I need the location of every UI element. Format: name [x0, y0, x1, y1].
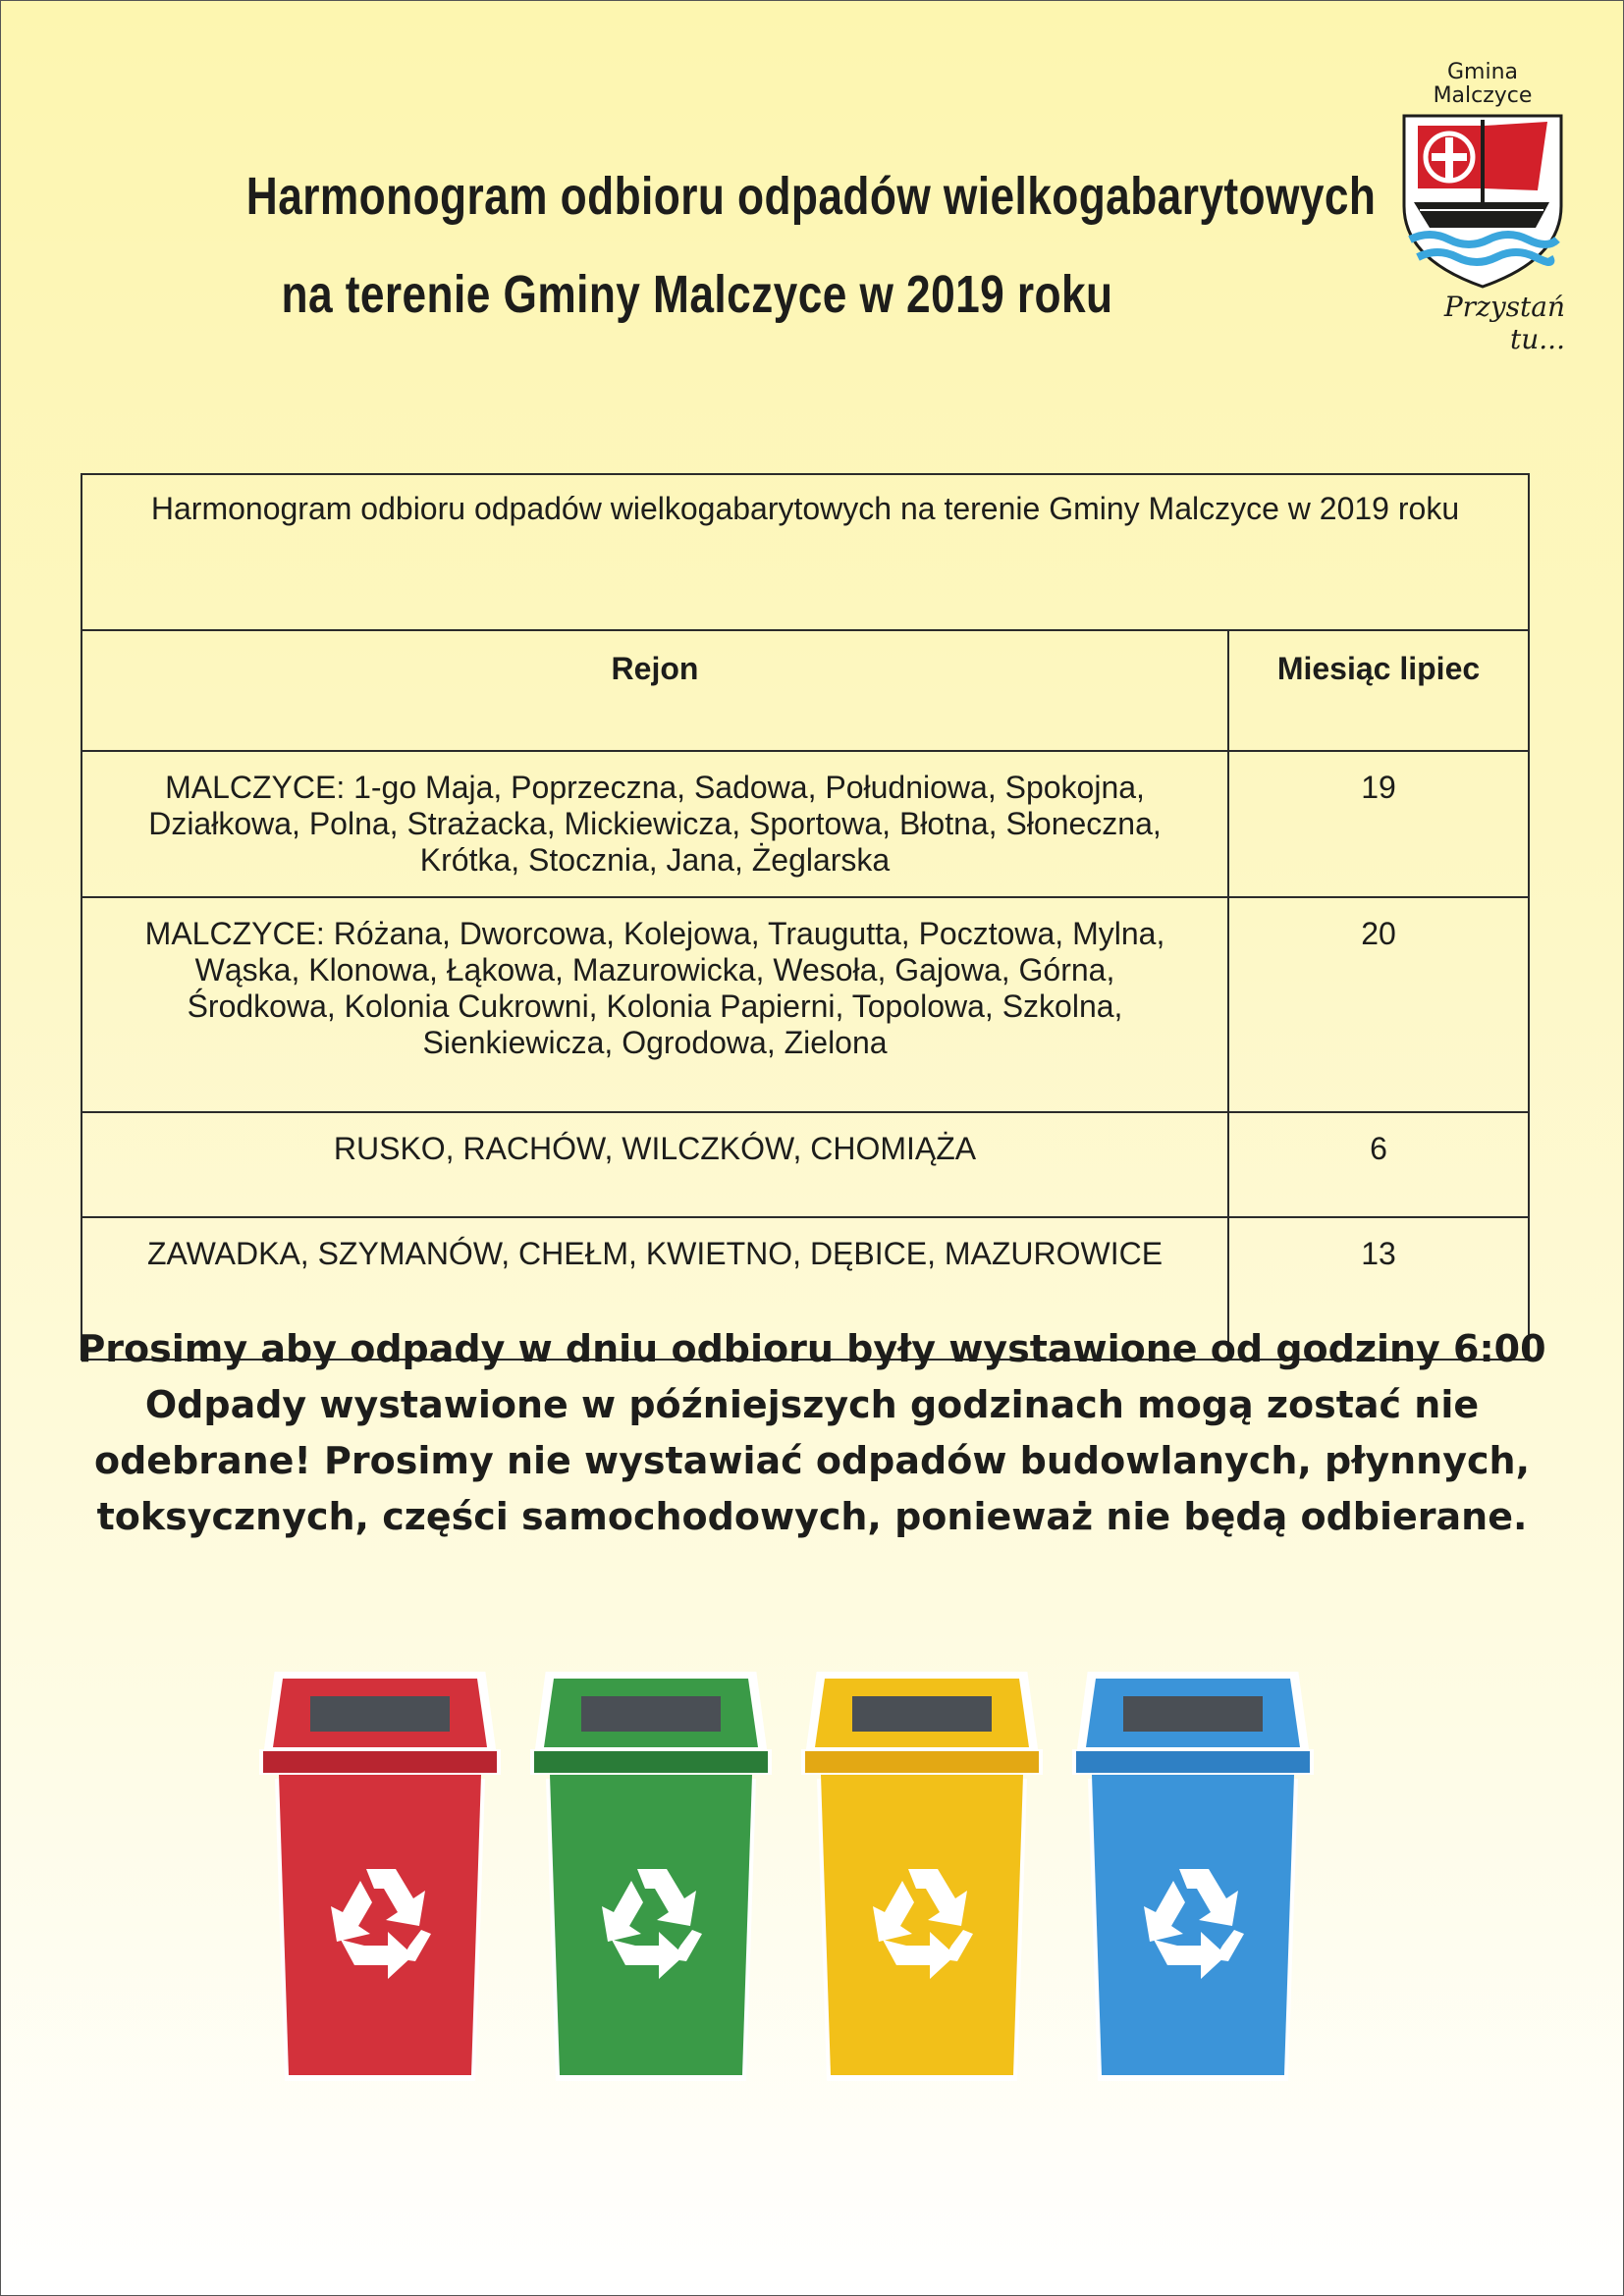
region-line: ZAWADKA, SZYMANÓW, CHEŁM, KWIETNO, DĘBICE, MAZUROWICE — [146, 1236, 1164, 1271]
red-bin — [257, 1669, 503, 2091]
title-line-1: Harmonogram odbioru odpadów wielkogabarytowych — [245, 167, 1377, 226]
region-line: Działkowa, Polna, Strażacka, Mickiewicza, Sportowa, Błotna, Słoneczna, — [148, 806, 1162, 841]
region-cell — [81, 1112, 1228, 1217]
table-caption: Harmonogram odbioru odpadów wielkogabarytowych na terenie Gminy Malczyce w 2019 roku — [81, 474, 1529, 630]
collection-notice — [39, 1321, 1585, 1545]
coat-of-arms-icon — [1400, 112, 1565, 291]
green-bin — [528, 1669, 774, 2091]
notice-line-4: toksycznych, części samochodowych, ponieważ nie będą odbierane. — [96, 1495, 1528, 1538]
pickup-day-cell: 19 — [1228, 751, 1529, 897]
notice-line-1: Prosimy aby odpady w dniu odbioru były wystawione od godziny 6:00 — [78, 1327, 1546, 1370]
column-header-month: Miesiąc lipiec — [1228, 630, 1529, 751]
recycling-bins-illustration — [0, 1669, 1624, 2120]
crest-name-line-1: Gmina — [1446, 60, 1518, 84]
pickup-day-cell: 13 — [1228, 1217, 1529, 1360]
region-cell — [81, 751, 1228, 897]
region-line: RUSKO, RACHÓW, WILCZKÓW, CHOMIĄŻA — [333, 1131, 977, 1166]
notice-line-2: Odpady wystawione w późniejszych godzinach mogą zostać nie — [144, 1383, 1480, 1426]
municipality-crest — [1394, 61, 1571, 355]
region-cell — [81, 897, 1228, 1112]
region-line: Krótka, Stocznia, Jana, Żeglarska — [419, 842, 891, 878]
pickup-day-cell: 20 — [1228, 897, 1529, 1112]
region-line: Środkowa, Kolonia Cukrowni, Kolonia Papierni, Topolowa, Szkolna, — [187, 988, 1123, 1024]
title-line-2: na terenie Gminy Malczyce w 2019 roku — [281, 265, 1113, 324]
table-row — [81, 1112, 1529, 1217]
region-line: MALCZYCE: Różana, Dworcowa, Kolejowa, Traugutta, Pocztowa, Mylna, — [144, 916, 1165, 951]
region-line: Wąska, Klonowa, Łąkowa, Mazurowicka, Wesoła, Gajowa, Górna, — [194, 952, 1115, 988]
collection-schedule-table — [81, 473, 1530, 1361]
region-line: MALCZYCE: 1-go Maja, Poprzeczna, Sadowa, Południowa, Spokojna, — [165, 770, 1145, 805]
pickup-day-cell: 6 — [1228, 1112, 1529, 1217]
yellow-bin — [799, 1669, 1045, 2091]
column-header-region: Rejon — [81, 630, 1228, 751]
crest-motto: Przystań tu... — [1443, 291, 1565, 355]
crest-name-line-2: Malczyce — [1433, 83, 1533, 108]
table-row — [81, 897, 1529, 1112]
page-title — [245, 147, 1377, 344]
table-row — [81, 751, 1529, 897]
notice-line-3: odebrane! Prosimy nie wystawiać odpadów budowlanych, płynnych, — [93, 1439, 1531, 1482]
blue-bin — [1070, 1669, 1316, 2091]
region-line: Sienkiewicza, Ogrodowa, Zielona — [422, 1025, 888, 1060]
